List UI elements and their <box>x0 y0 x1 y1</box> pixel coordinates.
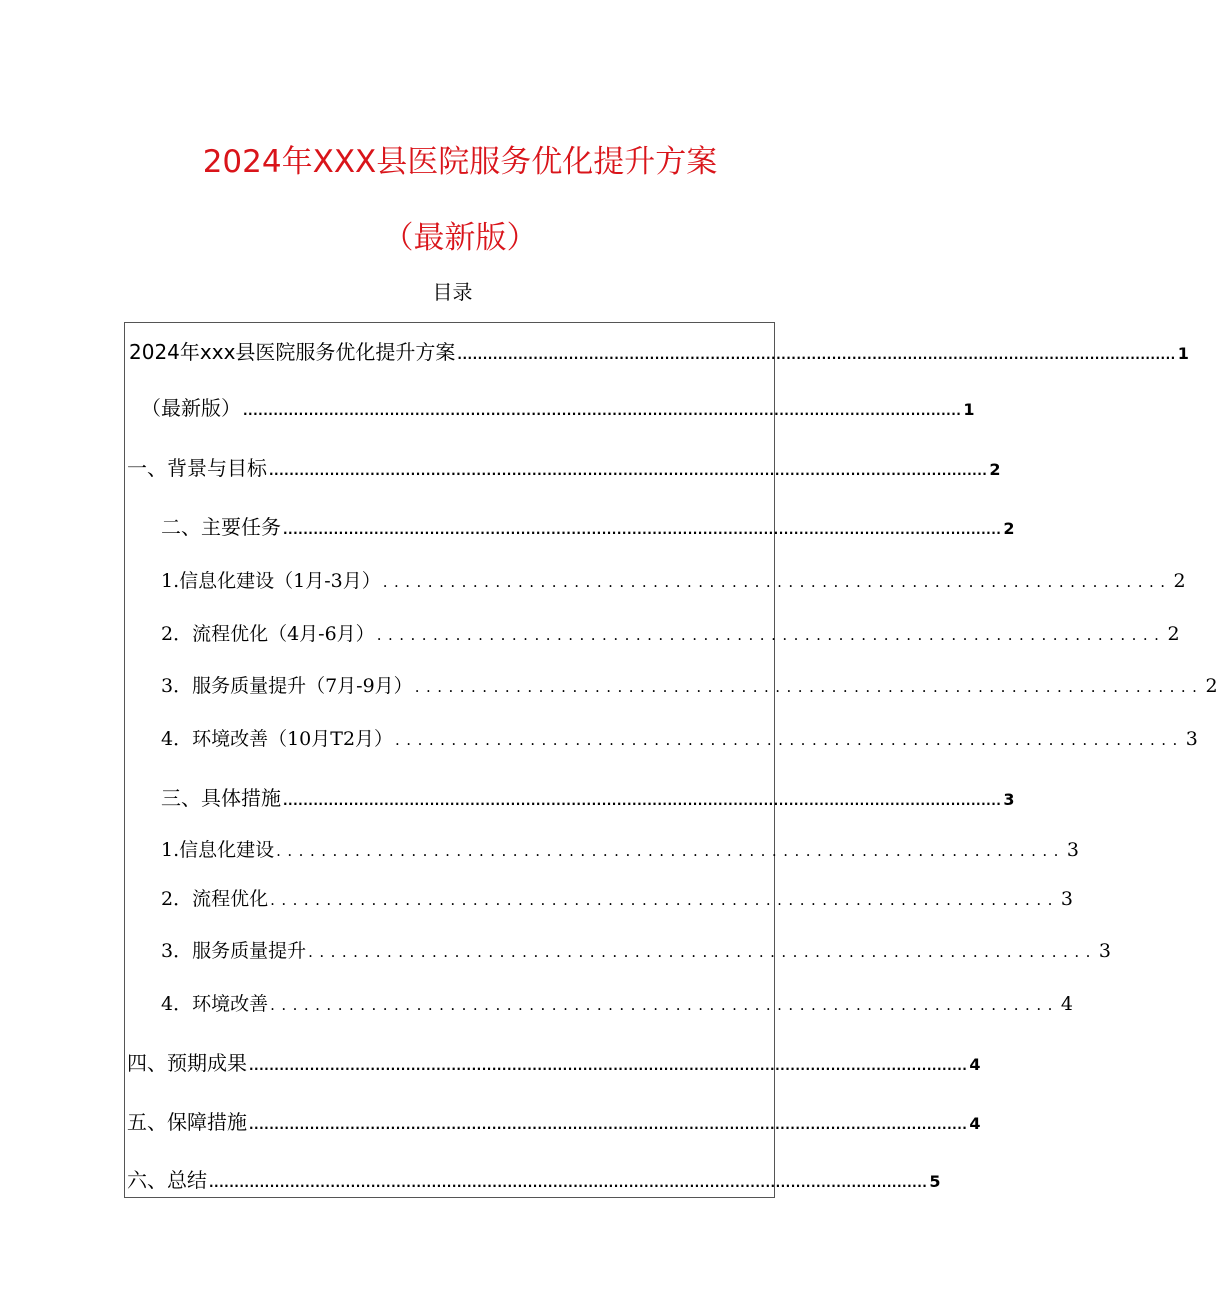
toc-entry-page: 4 <box>969 1055 981 1074</box>
toc-entry[interactable] <box>161 619 1180 649</box>
toc-entry-page: 2 <box>1003 519 1015 538</box>
toc-leader: ...................................................................... <box>270 996 1059 1014</box>
toc-leader: ...................................................................... <box>395 731 1184 749</box>
toc-leader: .............................................................................................................................................. <box>249 1059 968 1073</box>
document-subtitle: （最新版） <box>382 220 538 256</box>
toc-entry-page: 1 <box>1177 344 1189 363</box>
toc-entry[interactable] <box>127 1107 981 1137</box>
toc-entry-label: 2024年xxx县医院服务优化提升方案 <box>129 340 456 364</box>
toc-entry[interactable] <box>141 393 975 423</box>
toc-entry[interactable] <box>127 1165 941 1195</box>
toc-entry-label: 二、主要任务 <box>161 515 281 539</box>
toc-entry[interactable] <box>161 884 1073 914</box>
toc-entry-page: 2 <box>1173 570 1186 592</box>
toc-entry-label: 1.信息化建设（1月-3月） <box>161 570 381 592</box>
toc-leader: .............................................................................................................................................. <box>243 404 962 418</box>
toc-entry-page: 2 <box>1205 675 1218 697</box>
toc-entry-label: 三、具体措施 <box>161 786 281 810</box>
toc-entry[interactable] <box>161 671 1218 701</box>
toc-entry[interactable] <box>127 453 1001 483</box>
toc-entry[interactable] <box>127 1048 981 1078</box>
toc-heading: 目录 <box>432 280 473 304</box>
toc-entry-label: 4．环境改善（10月T2月） <box>161 728 394 750</box>
toc-leader: .............................................................................................................................................. <box>249 1118 968 1132</box>
toc-entry-page: 1 <box>963 400 975 419</box>
toc-entry[interactable] <box>161 783 1015 813</box>
toc-entry-label: 一、背景与目标 <box>127 456 267 480</box>
toc-entry-label: 4．环境改善 <box>161 993 269 1015</box>
toc-leader: .............................................................................................................................................. <box>457 348 1176 362</box>
table-of-contents <box>124 322 1218 1198</box>
toc-leader: ...................................................................... <box>414 678 1204 696</box>
toc-leader: .............................................................................................................................................. <box>283 794 1002 808</box>
toc-entry[interactable] <box>161 512 1015 542</box>
toc-entry-page: 2 <box>1167 623 1180 645</box>
toc-leader: ...................................................................... <box>376 626 1166 644</box>
toc-entry-page: 2 <box>989 460 1001 479</box>
toc-entry-page: 3 <box>1060 888 1073 910</box>
toc-leader: ...................................................................... <box>276 842 1065 860</box>
toc-entry[interactable] <box>161 724 1198 754</box>
toc-entry-page: 5 <box>929 1172 941 1191</box>
toc-entry-page: 3 <box>1098 940 1111 962</box>
toc-entry-page: 4 <box>969 1114 981 1133</box>
toc-entry-label: 六、总结 <box>127 1168 207 1192</box>
toc-entry[interactable] <box>161 936 1111 966</box>
toc-entry-label: 2．流程优化 <box>161 888 269 910</box>
toc-entry-label: 2．流程优化（4月-6月） <box>161 623 375 645</box>
toc-entry-label: 五、保障措施 <box>127 1110 247 1134</box>
toc-leader: .............................................................................................................................................. <box>269 464 988 478</box>
toc-leader: .............................................................................................................................................. <box>283 523 1002 537</box>
toc-entry-label: 3．服务质量提升（7月-9月） <box>161 675 413 697</box>
document-title: 2024年XXX县医院服务优化提升方案 <box>202 144 718 180</box>
toc-entry-label: 1.信息化建设 <box>161 839 275 861</box>
toc-leader: ...................................................................... <box>270 891 1059 909</box>
toc-leader: ...................................................................... <box>382 573 1172 591</box>
toc-entry-page: 4 <box>1060 993 1073 1015</box>
toc-entry-page: 3 <box>1185 728 1198 750</box>
toc-entry-label: （最新版） <box>141 396 241 420</box>
toc-entry[interactable] <box>161 835 1079 865</box>
toc-leader: ...................................................................... <box>308 943 1097 961</box>
toc-entry[interactable] <box>129 337 1189 367</box>
toc-entry-page: 3 <box>1066 839 1079 861</box>
toc-entry-label: 3．服务质量提升 <box>161 940 307 962</box>
toc-leader: .............................................................................................................................................. <box>209 1176 928 1190</box>
toc-entry-page: 3 <box>1003 790 1015 809</box>
toc-entry[interactable] <box>161 566 1186 596</box>
toc-entry[interactable] <box>161 989 1073 1019</box>
toc-entry-label: 四、预期成果 <box>127 1051 247 1075</box>
